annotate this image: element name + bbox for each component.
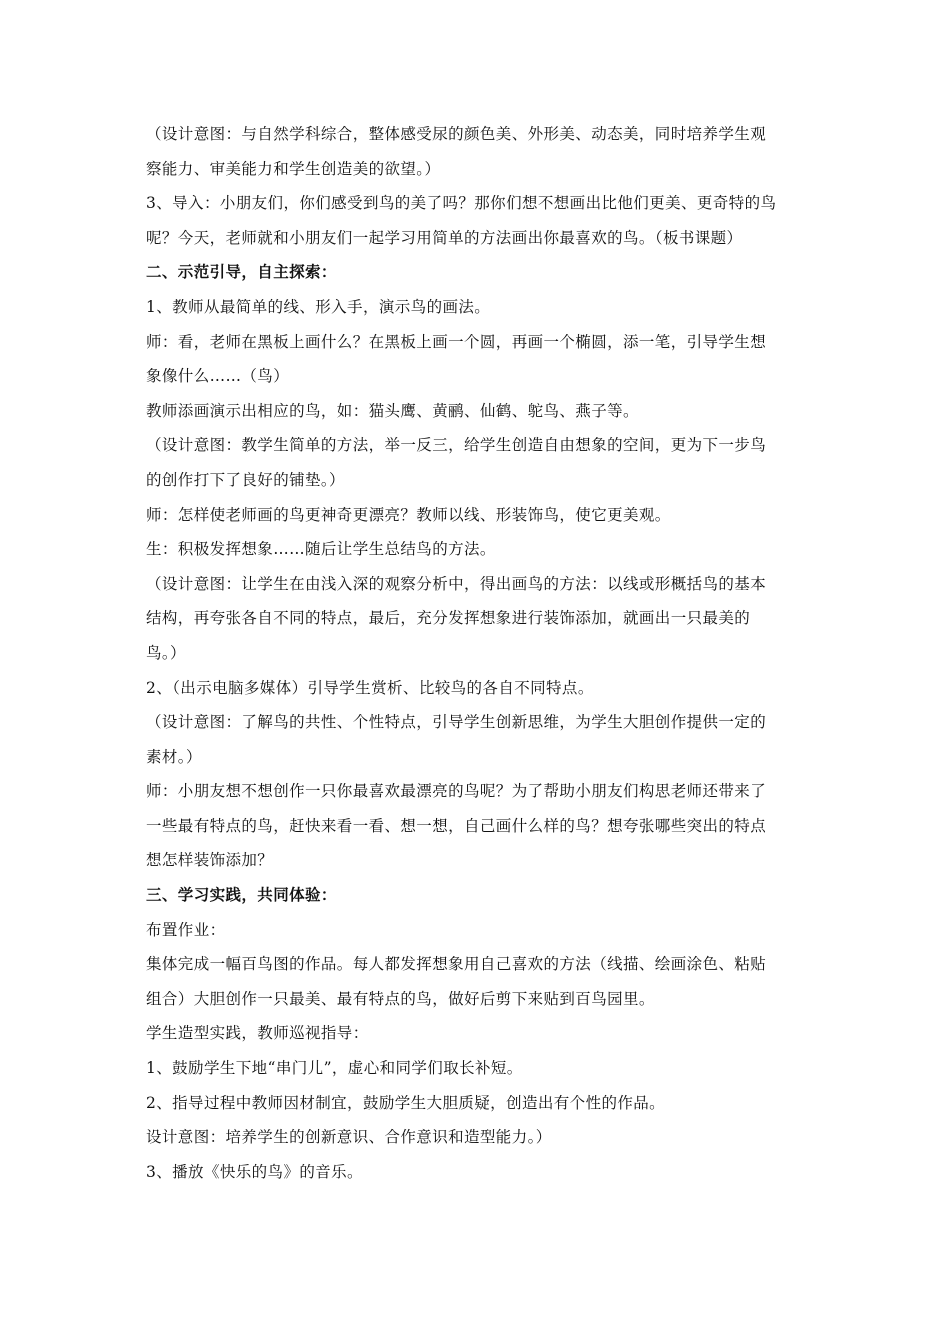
paragraph-line: 生：积极发挥想象……随后让学生总结鸟的方法。 [146, 540, 496, 559]
paragraph-line: 2、指导过程中教师因材制宜，鼓励学生大胆质疑，创造出有个性的作品。 [146, 1093, 666, 1112]
paragraph-line: 想怎样装饰添加？ [146, 851, 274, 870]
paragraph-line: 师：怎样使老师画的鸟更神奇更漂亮？教师以线、形装饰鸟，使它更美观。 [146, 505, 671, 524]
paragraph-line: 组合）大胆创作一只最美、最有特点的鸟，做好后剪下来贴到百鸟园里。 [146, 989, 655, 1008]
paragraph-line: 师：看，老师在黑板上画什么？在黑板上画一个圆，再画一个椭圆，添一笔，引导学生想 [146, 332, 767, 351]
paragraph-line: （设计意图：让学生在由浅入深的观察分析中，得出画鸟的方法：以线或形概括鸟的基本 [146, 574, 767, 593]
paragraph-line: 3、导入：小朋友们，你们感受到鸟的美了吗？那你们想不想画出比他们更美、更奇特的鸟 [146, 194, 777, 213]
paragraph-line: （设计意图：教学生简单的方法，举一反三，给学生创造自由想象的空间，更为下一步鸟 [146, 436, 767, 455]
paragraph-line: 2、（出示电脑多媒体）引导学生赏析、比较鸟的各自不同特点。 [146, 678, 594, 697]
paragraph-line: 1、鼓励学生下地“串门儿”，虚心和同学们取长补短。 [146, 1059, 523, 1078]
paragraph-line: 的创作打下了良好的铺垫。） [146, 470, 345, 489]
section-heading: 三、学习实践，共同体验： [146, 885, 337, 905]
paragraph-line: 结构，再夸张各自不同的特点，最后，充分发挥想象进行装饰添加，就画出一只最美的 [146, 609, 751, 628]
paragraph-line: 师：小朋友想不想创作一只你最喜欢最漂亮的鸟呢？为了帮助小朋友们构思老师还带来了 [146, 782, 767, 801]
document-page [146, 117, 808, 1189]
paragraph-line: 学生造型实践，教师巡视指导： [146, 1024, 369, 1043]
paragraph-line: 呢？今天，老师就和小朋友们一起学习用简单的方法画出你最喜欢的鸟。（板书课题） [146, 228, 743, 247]
section-heading: 二、示范引导，自主探索： [146, 262, 337, 282]
paragraph-line: 1、教师从最简单的线、形入手，演示鸟的画法。 [146, 297, 491, 316]
paragraph-line: 象像什么……（鸟） [146, 367, 290, 386]
paragraph-line: 鸟。） [146, 643, 186, 662]
paragraph-line: 集体完成一幅百鸟图的作品。每人都发挥想象用自己喜欢的方法（线描、绘画涂色、粘贴 [146, 955, 767, 974]
paragraph-line: 设计意图：培养学生的创新意识、合作意识和造型能力。） [146, 1128, 552, 1147]
paragraph-line: （设计意图：与自然学科综合，整体感受尿的颜色美、外形美、动态美，同时培养学生观 [146, 125, 767, 143]
paragraph-line: 一些最有特点的鸟，赶快来看一看、想一想，自己画什么样的鸟？想夸张哪些突出的特点 [146, 816, 767, 835]
paragraph-line: 3、播放《快乐的鸟》的音乐。 [146, 1162, 363, 1181]
paragraph-line: （设计意图：了解鸟的共性、个性特点，引导学生创新思维，为学生大胆创作提供一定的 [146, 713, 767, 732]
paragraph-line: 素材。） [146, 747, 202, 766]
paragraph-line: 教师添画演示出相应的鸟，如：猫头鹰、黄鹂、仙鹤、鸵鸟、燕子等。 [146, 401, 639, 420]
paragraph-line: 察能力、审美能力和学生创造美的欲望。） [146, 159, 441, 178]
paragraph-line: 布置作业： [146, 920, 226, 939]
